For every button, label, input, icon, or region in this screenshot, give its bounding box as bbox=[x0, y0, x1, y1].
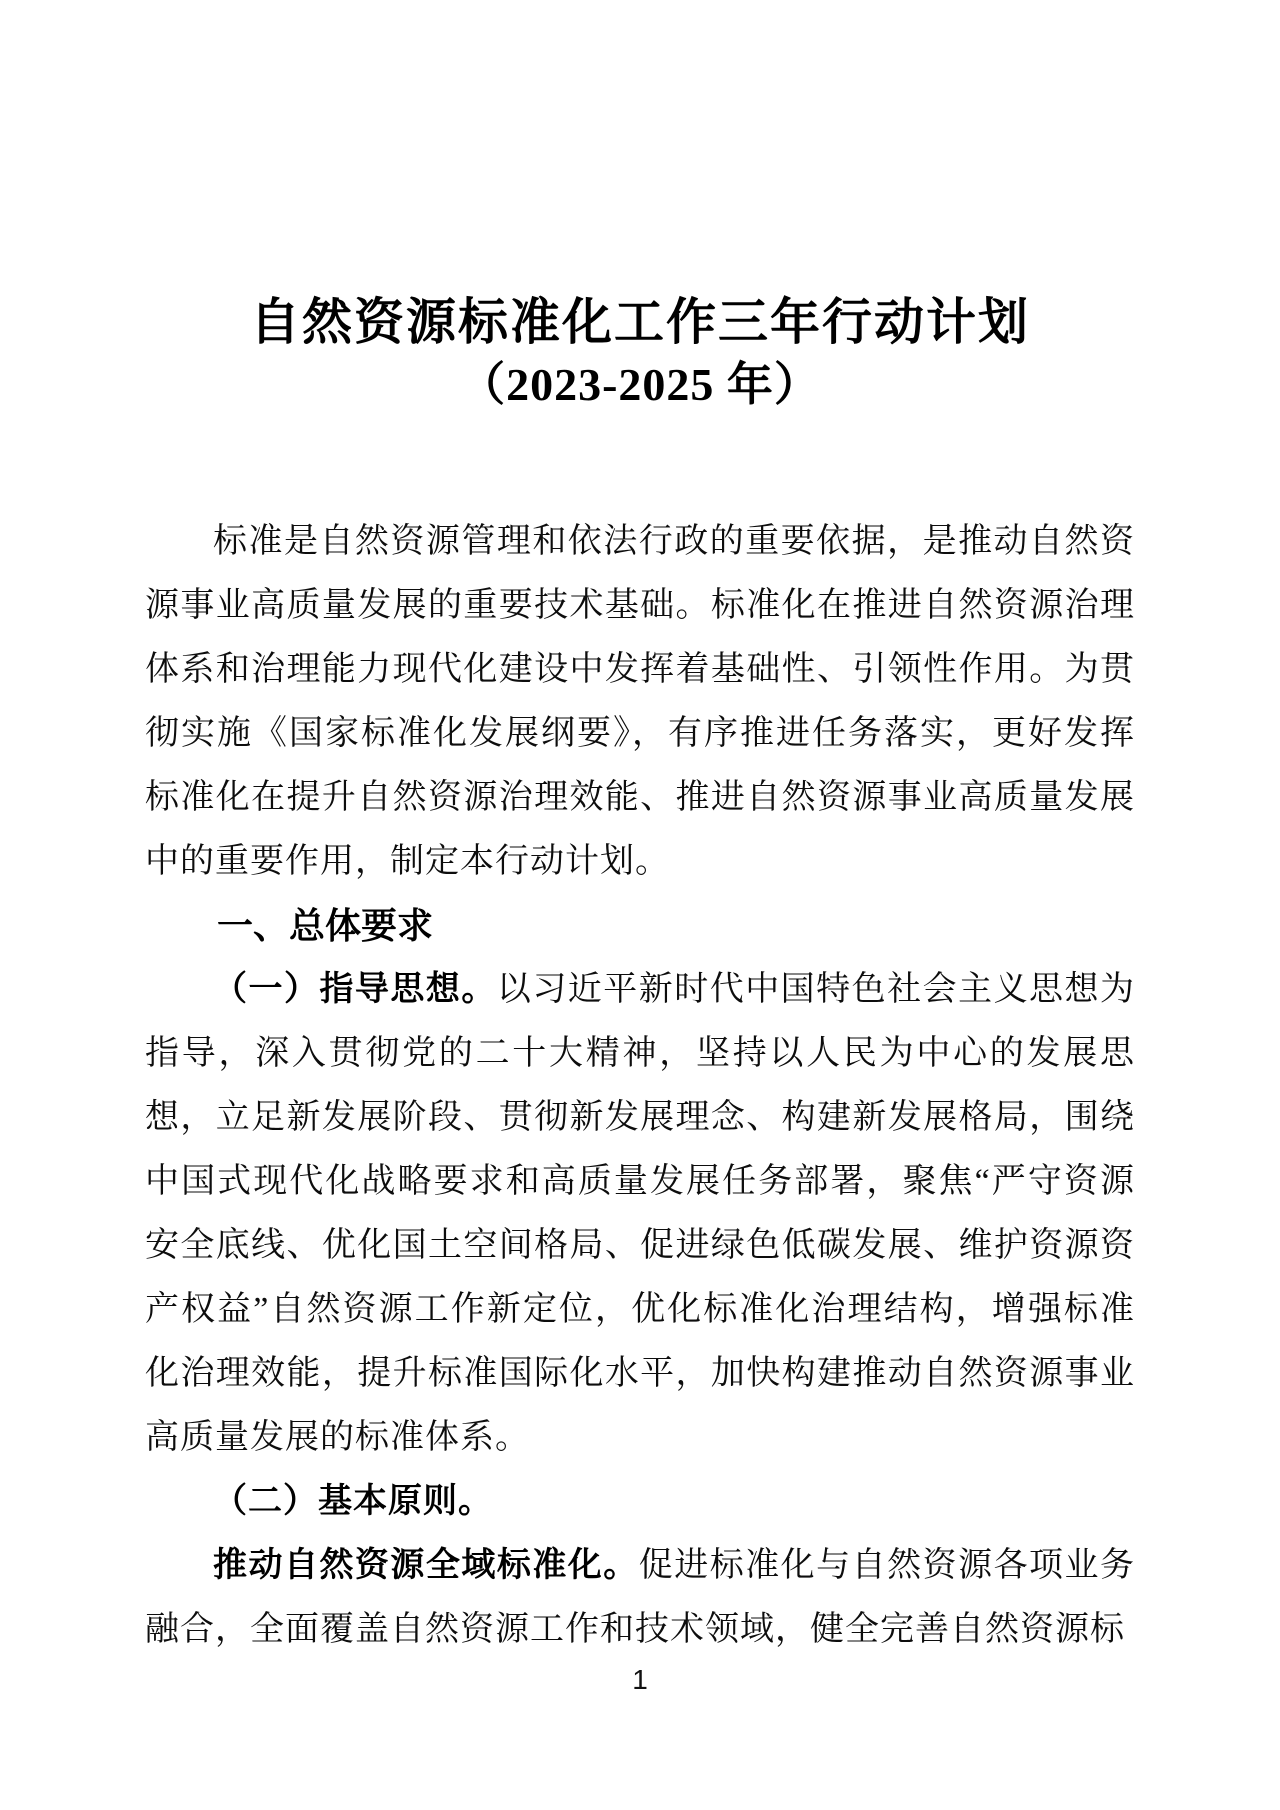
document-subtitle: （2023-2025 年） bbox=[459, 359, 821, 410]
basic-principles-lead: （二）基本原则。 bbox=[213, 1483, 493, 1520]
intro-paragraph bbox=[145, 510, 1135, 894]
intro-paragraph-text: 标准是自然资源管理和依法行政的重要依据，是推动自然资源事业高质量发展的重要技术基础。标准化在推进自然资源治理体系和治理能力现代化建设中发挥着基础性、引领性作用。为贯彻实施《国家标准化发展纲要》，有序推进任务落实，更好发挥标准化在提升自然资源治理效能、推进自然资源事业高质量发展中的重要作用，制定本行动计划。 bbox=[145, 523, 1135, 880]
guiding-ideology-text: 以习近平新时代中国特色社会主义思想为指导，深入贯彻党的二十大精神，坚持以人民为中心的发展思想，立足新发展阶段、贯彻新发展理念、构建新发展格局，围绕中国式现代化战略要求和高质量发展任务部署，聚焦“严守资源安全底线、优化国土空间格局、促进绿色低碳发展、维护资源资产权益”自然资源工作新定位，优化标准化治理结构，增强标准化治理效能，提升标准国际化水平，加快构建推动自然资源事业高质量发展的标准体系。 bbox=[145, 971, 1136, 1456]
document-title: 自然资源标准化工作三年行动计划 bbox=[250, 294, 1030, 350]
basic-principles-paragraph bbox=[145, 1470, 1135, 1534]
page-footer bbox=[0, 1664, 1280, 1696]
guiding-ideology-lead: （一）指导思想。 bbox=[213, 971, 497, 1008]
promote-standardization-lead: 推动自然资源全域标准化。 bbox=[213, 1547, 639, 1584]
section-heading-overall-requirements: 一、总体要求 bbox=[217, 905, 434, 946]
promote-standardization-text: 促进标准化与自然资源各项业务融合，全面覆盖自然资源工作和技术领域，健全完善自然资源标 bbox=[145, 1547, 1136, 1648]
guiding-ideology-paragraph bbox=[145, 958, 1135, 1470]
promote-standardization-paragraph bbox=[145, 1534, 1135, 1662]
document-body bbox=[145, 510, 1135, 1662]
document-header bbox=[0, 0, 1280, 416]
page-number: 1 bbox=[632, 1664, 648, 1695]
